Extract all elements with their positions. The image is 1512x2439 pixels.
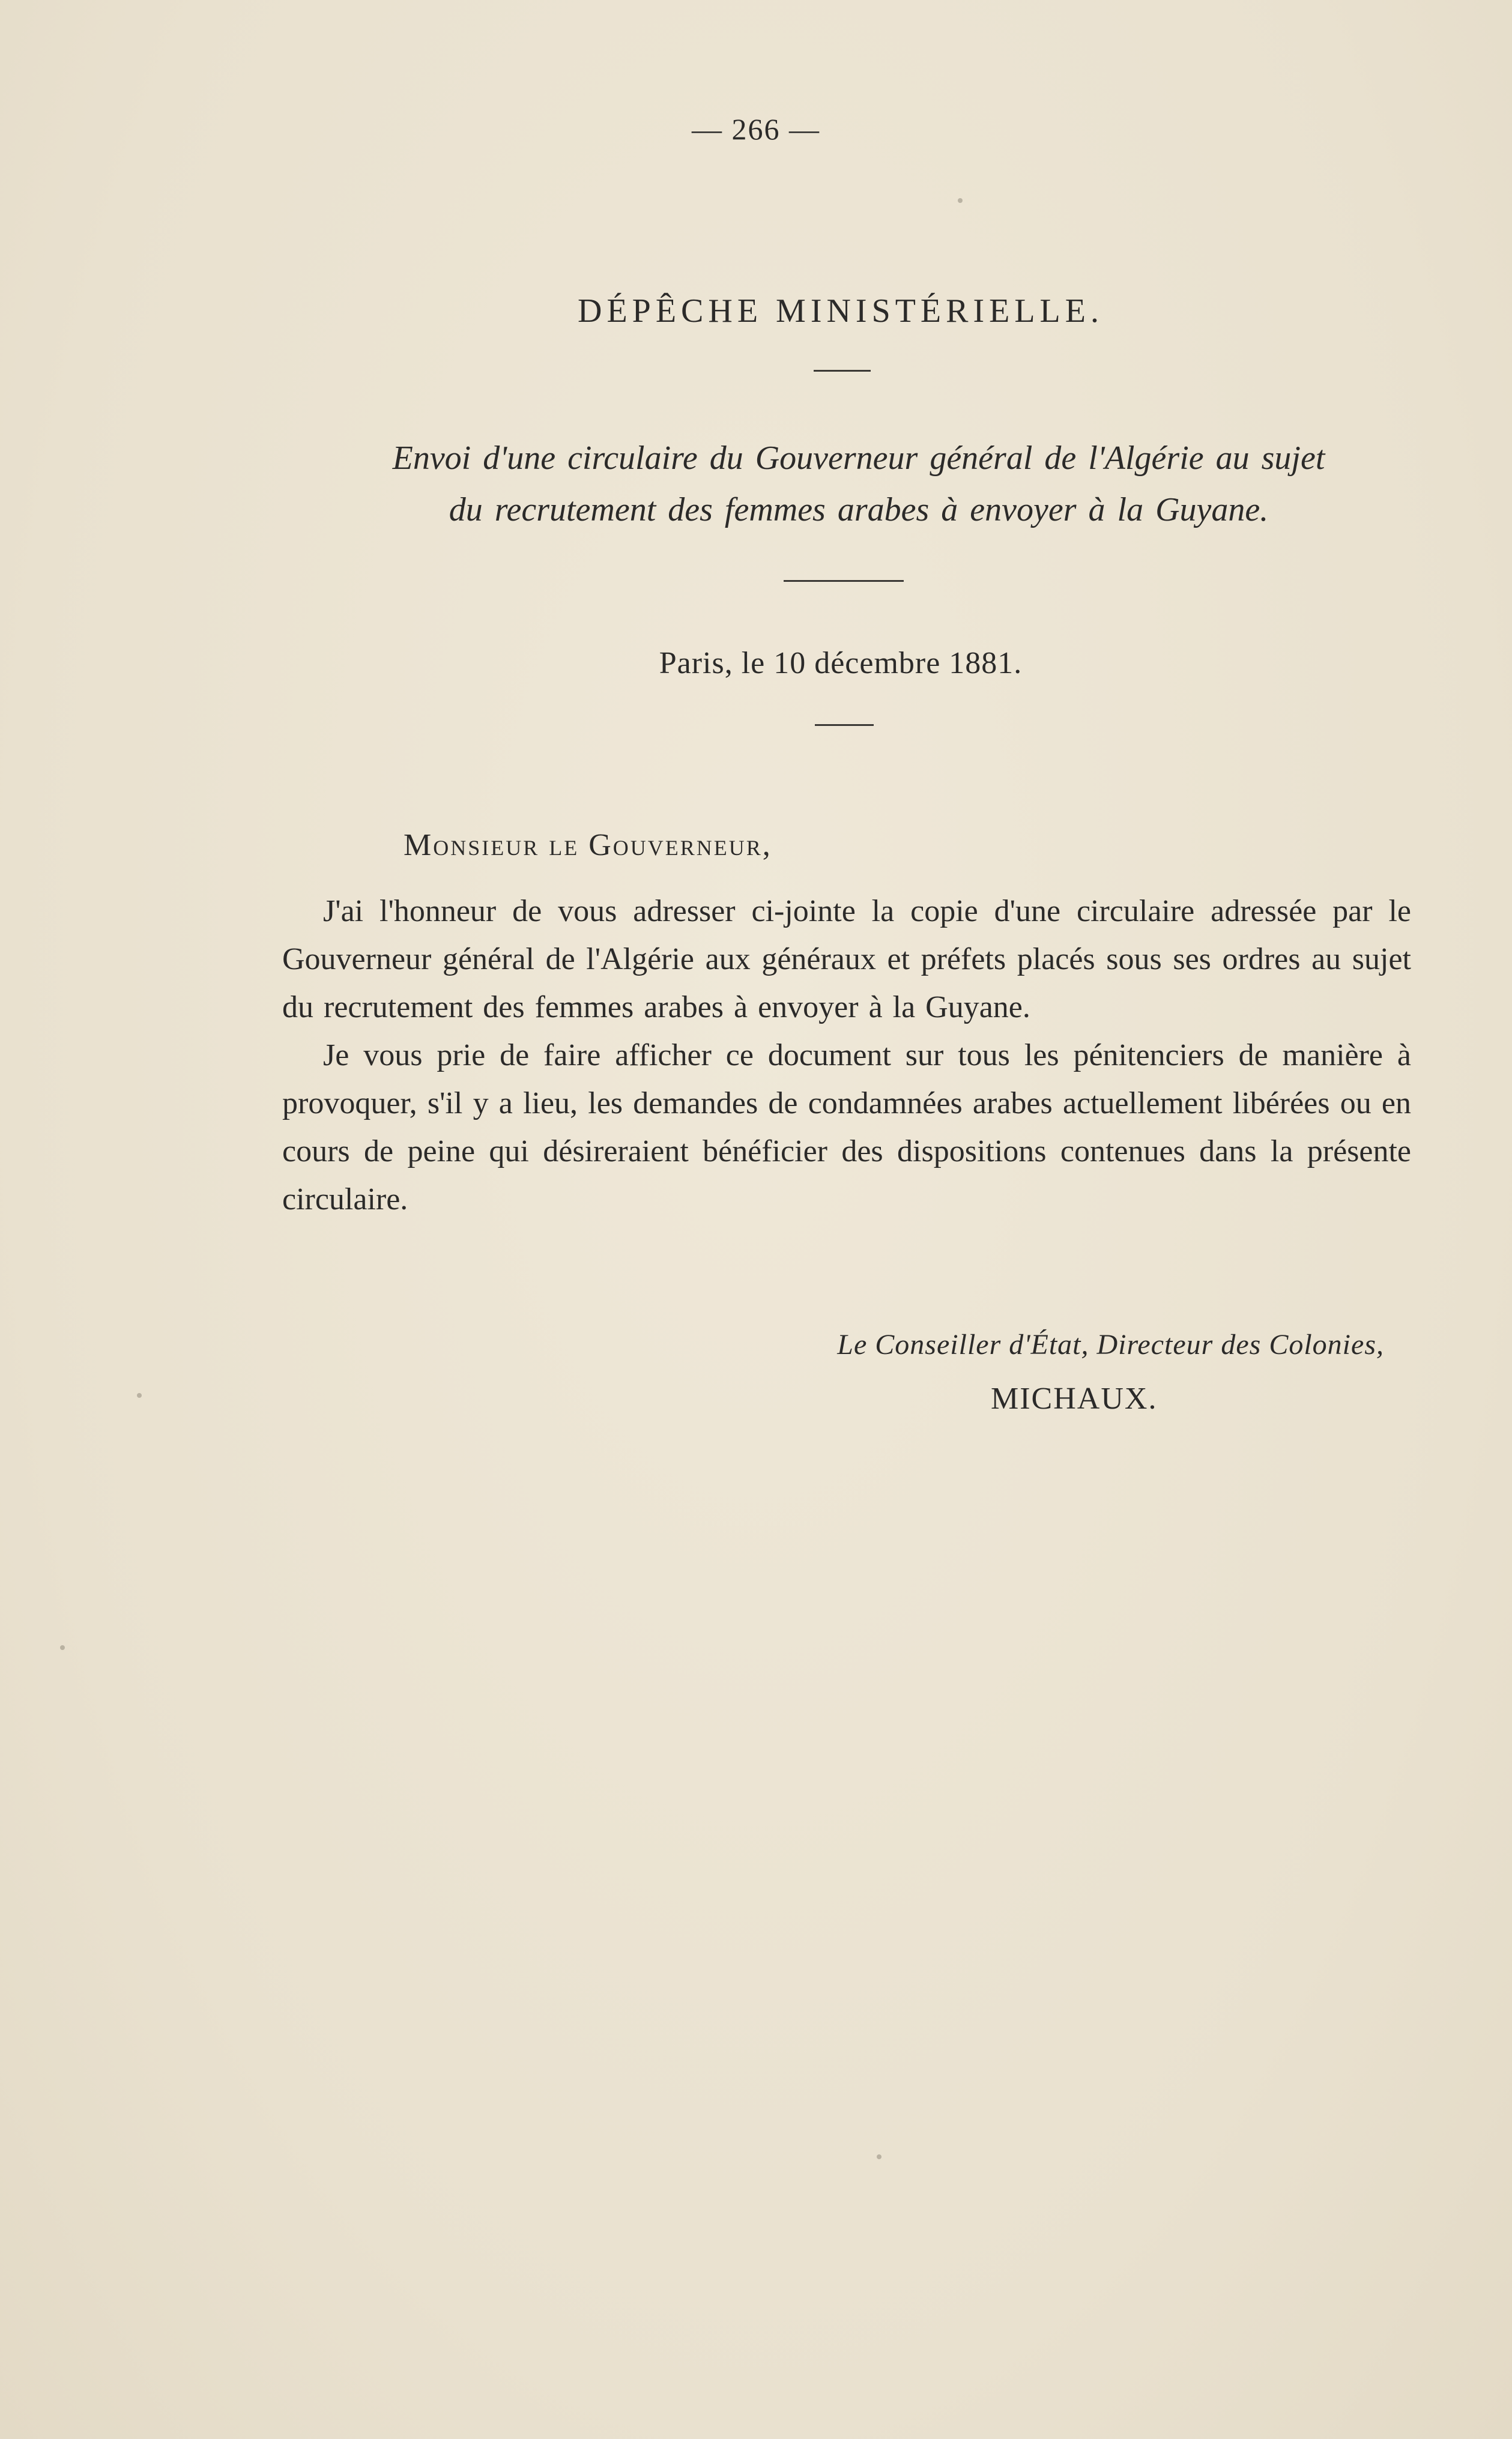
paper-speck	[137, 1393, 142, 1398]
signature-title: Le Conseiller d'État, Directeur des Colonies,	[837, 1329, 1384, 1361]
page-number: — 266 —	[692, 112, 820, 146]
body-paragraph: Je vous prie de faire afficher ce document sur tous les pénitenciers de manière à provoquer, s'il y a lieu, les demandes de condamnées arabes actuellement libérées ou en cours de peine qui désireraient bénéficier des dispositions contenues dans la présente circulaire.	[282, 1038, 1411, 1216]
signature-name: MICHAUX.	[991, 1382, 1158, 1416]
paper-speck	[60, 1645, 65, 1650]
subtitle-line-2: du recrutement des femmes arabes à envoyer à la Guyane.	[449, 491, 1269, 528]
paper-speck	[877, 2154, 881, 2159]
paper-speck	[958, 198, 963, 203]
subtitle-divider	[784, 580, 904, 582]
document-subtitle	[264, 432, 1453, 536]
date-divider	[815, 724, 874, 726]
date-line: Paris, le 10 décembre 1881.	[659, 646, 1023, 680]
salutation: Monsieur le Gouverneur,	[404, 828, 772, 862]
subtitle-line-1: Envoi d'une circulaire du Gouverneur général de l'Algérie au sujet	[392, 440, 1325, 477]
title-divider	[814, 370, 871, 372]
document-title: DÉPÊCHE MINISTÉRIELLE.	[578, 292, 1104, 330]
body-paragraph: J'ai l'honneur de vous adresser ci-jointe la copie d'une circulaire adressée par le Gouverneur général de l'Algérie aux généraux et préfets placés sous ses ordres au sujet du recrutement des femmes arabes à envoyer à la Guyane.	[282, 894, 1411, 1024]
letter-body	[282, 887, 1411, 1224]
